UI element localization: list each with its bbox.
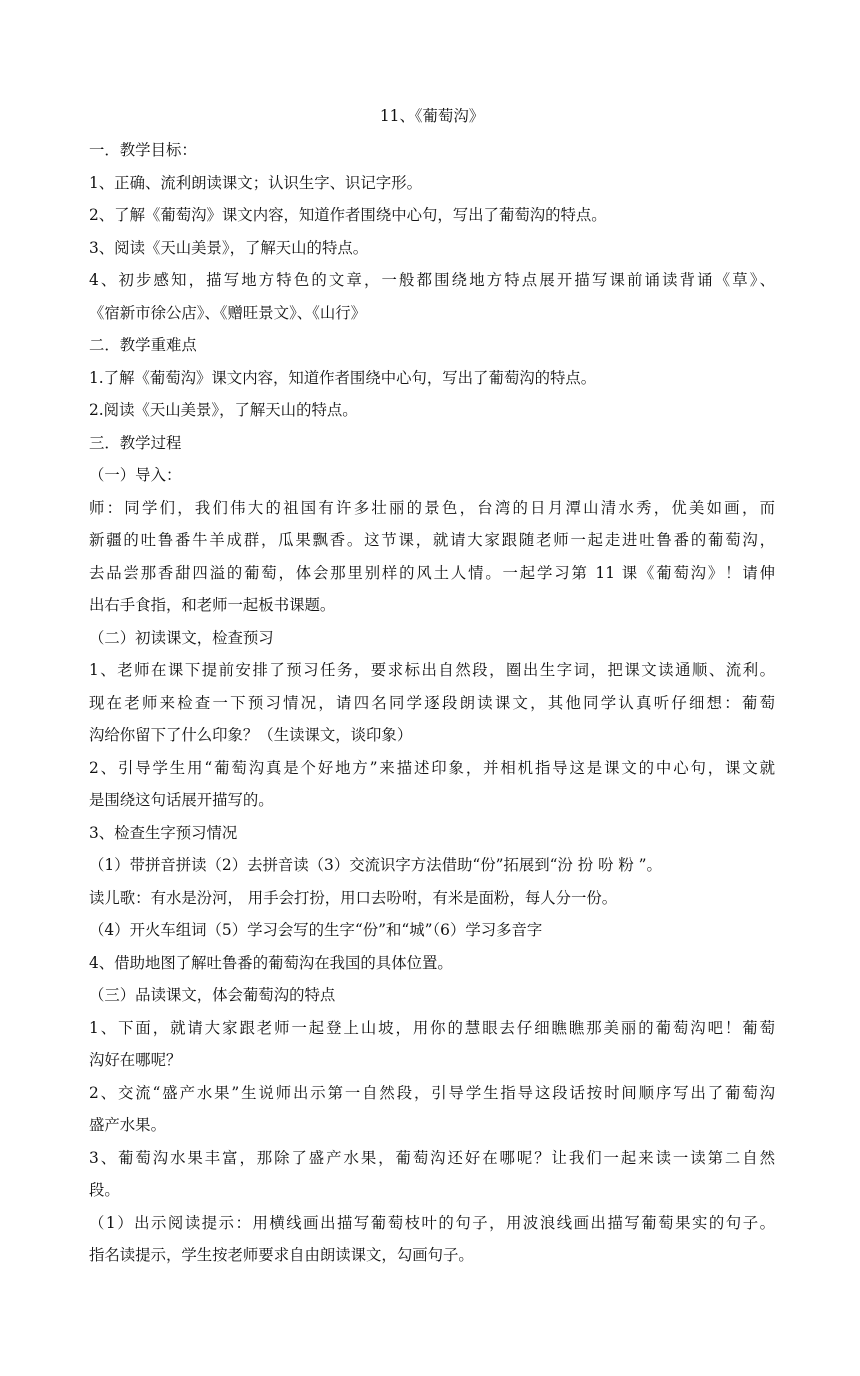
text-line: 盛产水果。 xyxy=(89,1116,166,1134)
text-line: 2、引导学生用“葡萄沟真是个好地方”来描述印象，并相机指导这是课文的中心句，课文就 xyxy=(89,759,775,777)
text-line: 2、交流“盛产水果”生说师出示第一自然段，引导学生指导这段话按时间顺序写出了葡萄沟 xyxy=(89,1084,775,1102)
text-line: 沟给你留下了什么印象？（生读课文，谈印象） xyxy=(89,726,413,744)
text-line: （1）出示阅读提示：用横线画出描写葡萄枝叶的句子，用波浪线画出描写葡萄果实的句子。 xyxy=(89,1214,775,1232)
text-line: （4）开火车组词（5）学习会写的生字“份”和“城”（6）学习多音字 xyxy=(89,921,543,939)
text-line: 段。 xyxy=(89,1181,120,1199)
text-line: （一）导入： xyxy=(89,466,182,484)
text-line: 一．教学目标： xyxy=(89,141,197,159)
text-line: 现在老师来检查一下预习情况，请四名同学逐段朗读课文，其他同学认真听仔细想：葡萄 xyxy=(89,694,775,712)
text-line: 去品尝那香甜四溢的葡萄，体会那里别样的风土人情。一起学习第 11 课《葡萄沟》！请伸 xyxy=(89,564,775,582)
text-line: 1、老师在课下提前安排了预习任务，要求标出自然段，圈出生字词，把课文读通顺、流利。 xyxy=(89,661,775,679)
text-line: 1、正确、流利朗读课文；认识生字、识记字形。 xyxy=(89,174,422,192)
text-line: （1）带拼音拼读（2）去拼音读（3）交流识字方法借助“份”拓展到“汾 扮 吩 粉 ”。 xyxy=(89,856,662,874)
text-line: 1.了解《葡萄沟》课文内容，知道作者围绕中心句，写出了葡萄沟的特点。 xyxy=(89,369,597,387)
text-line: 4、借助地图了解吐鲁番的葡萄沟在我国的具体位置。 xyxy=(89,954,453,972)
text-line: 1、下面，就请大家跟老师一起登上山坡，用你的慧眼去仔细瞧瞧那美丽的葡萄沟吧！葡萄 xyxy=(89,1019,775,1037)
text-line: 2、了解《葡萄沟》课文内容，知道作者围绕中心句，写出了葡萄沟的特点。 xyxy=(89,206,607,224)
text-line: 3、检查生字预习情况 xyxy=(89,824,238,842)
text-line: 二．教学重难点 xyxy=(89,336,197,354)
text-line: 三．教学过程 xyxy=(89,434,182,452)
text-line: 沟好在哪呢？ xyxy=(89,1051,182,1069)
text-line: 3、葡萄沟水果丰富，那除了盛产水果，葡萄沟还好在哪呢？让我们一起来读一读第二自然 xyxy=(89,1149,775,1167)
text-line: 2.阅读《天山美景》，了解天山的特点。 xyxy=(89,401,358,419)
text-line: 新疆的吐鲁番牛羊成群，瓜果飘香。这节课，就请大家跟随老师一起走进吐鲁番的葡萄沟， xyxy=(89,531,775,549)
text-line: 指名读提示，学生按老师要求自由朗读课文，勾画句子。 xyxy=(89,1246,474,1264)
text-line: （三）品读课文，体会葡萄沟的特点 xyxy=(89,986,336,1004)
text-line: 读儿歌：有水是汾河， 用手会打扮，用口去吩咐，有米是面粉，每人分一份。 xyxy=(89,889,618,907)
text-line: （二）初读课文，检查预习 xyxy=(89,629,274,647)
text-line: 4、初步感知，描写地方特色的文章，一般都围绕地方特点展开描写课前诵读背诵《草》、 xyxy=(89,271,775,289)
text-line: 3、阅读《天山美景》，了解天山的特点。 xyxy=(89,239,369,257)
text-line: 《宿新市徐公店》、《赠旺景文》、《山行》 xyxy=(89,304,367,322)
document-title: 11、《葡萄沟》 xyxy=(379,107,485,125)
text-line: 师：同学们，我们伟大的祖国有许多壮丽的景色，台湾的日月潭山清水秀，优美如画，而 xyxy=(89,499,775,517)
text-line: 是围绕这句话展开描写的。 xyxy=(89,791,274,809)
text-line: 出右手食指，和老师一起板书课题。 xyxy=(89,596,336,614)
